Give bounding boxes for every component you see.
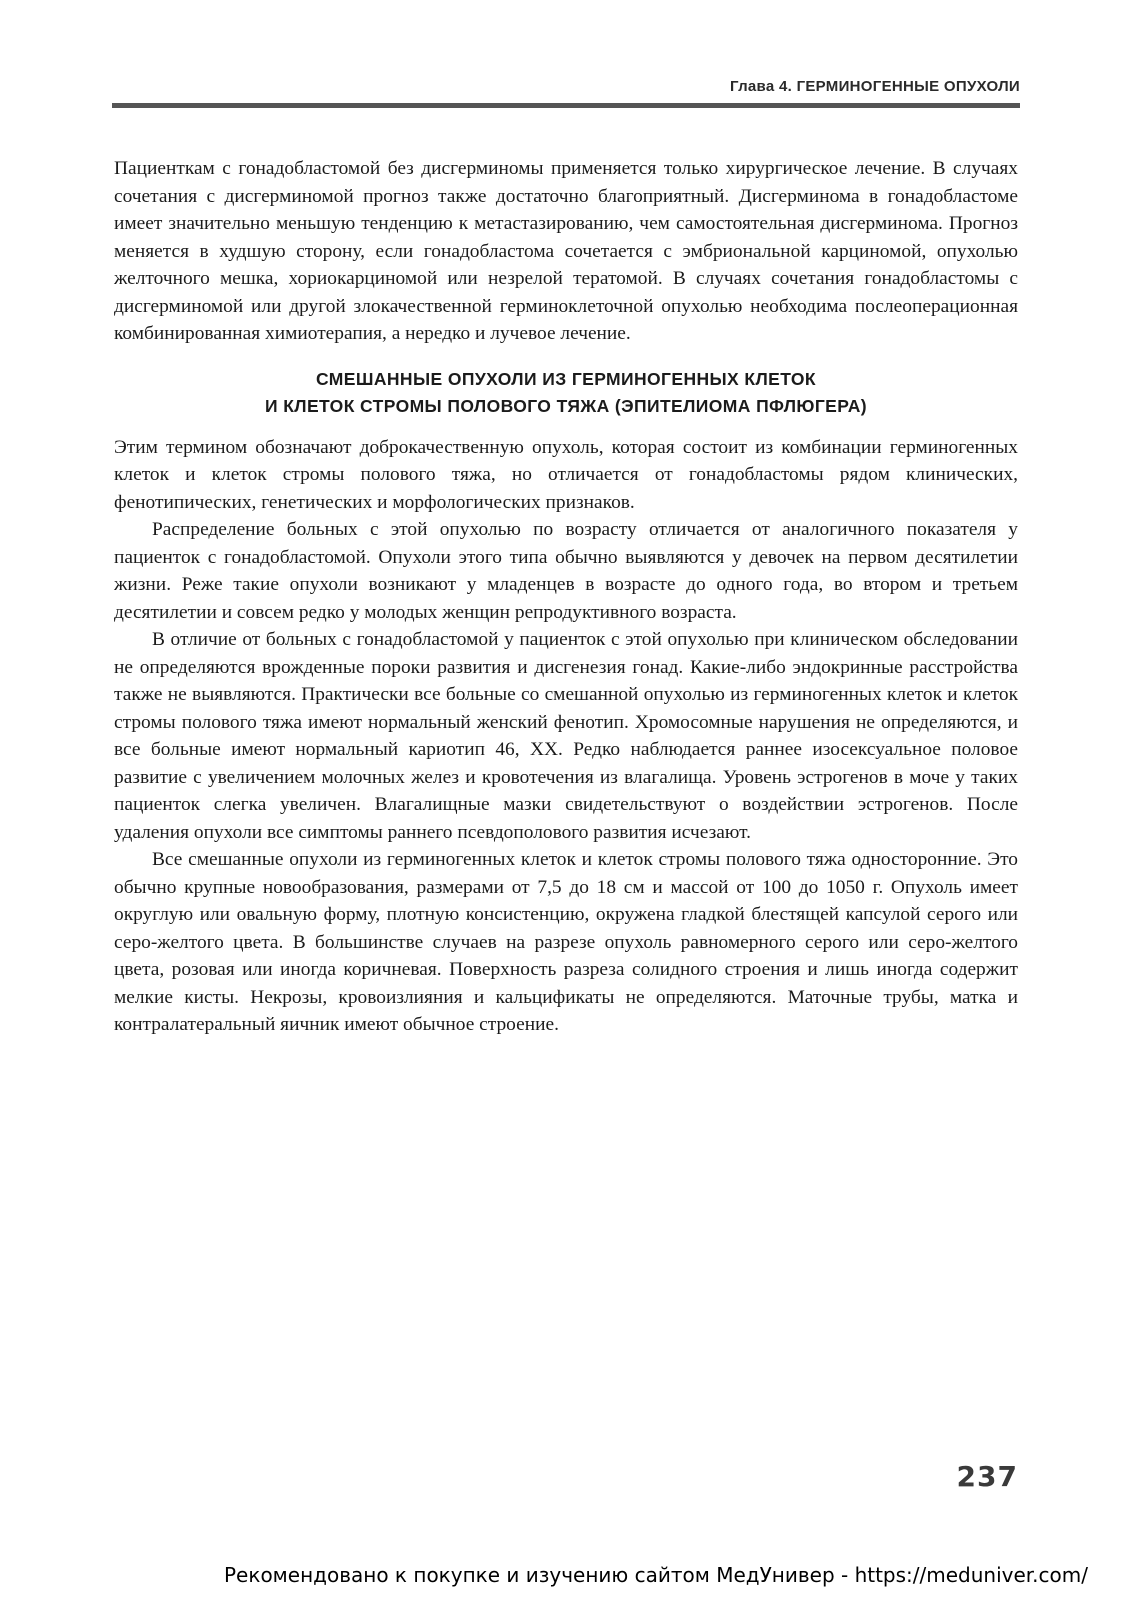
- page-body: [114, 155, 1018, 1039]
- section-heading: [114, 366, 1018, 420]
- header-rule: [112, 103, 1020, 108]
- page-number: 237: [956, 1460, 1018, 1493]
- section-heading-line-1: СМЕШАННЫЕ ОПУХОЛИ ИЗ ГЕРМИНОГЕННЫХ КЛЕТОК: [316, 368, 816, 389]
- section-heading-line-2: И КЛЕТОК СТРОМЫ ПОЛОВОГО ТЯЖА (ЭПИТЕЛИОМА ПФЛЮГЕРА): [264, 395, 868, 416]
- paragraph-clinical-features: В отличие от больных с гонадобластомой у пациенток с этой опухолью при клиническом обследовании не определяются врожденные пороки развития и дисгенезия гонад. Какие-либо эндокринные расстройства также не выявляются. Практически все больные со смешанной опухолью из герминогенных клеток и клеток стромы полового тяжа имеют нормальный женский фенотип. Хромосомные нарушения не определяются, и все больные имеют нормальный кариотип 46, XX. Редко наблюдается раннее изосексуальное половое развитие с увеличением молочных желез и кровотечения из влагалища. Уровень эстрогенов в моче у таких пациенток слегка увеличен. Влагалищные мазки свидетельствуют о воздействии эстрогенов. После удаления опухоли все симптомы раннего псевдополового развития исчезают.: [114, 629, 1018, 843]
- footer-link[interactable]: Рекомендовано к покупке и изучению сайтом МедУнивер - https://meduniver.com/: [224, 1563, 1088, 1587]
- paragraph-definition: Этим термином обозначают доброкачественную опухоль, которая состоит из комбинации герминогенных клеток и клеток стромы полового тяжа, но отличается от гонадобластомы рядом клинических, фенотипических, генетических и морфологических признаков.: [114, 436, 1018, 513]
- paragraph-morphology: Все смешанные опухоли из герминогенных клеток и клеток стромы полового тяжа односторонние. Это обычно крупные новообразования, размерами от 7,5 до 18 см и массой от 100 до 1050 г. Опухоль имеет округлую или овальную форму, плотную консистенцию, окружена гладкой блестящей капсулой серого или серо-желтого цвета. В большинстве случаев на разрезе опухоль равномерного серого или серо-желтого цвета, розовая или иногда коричневая. Поверхность разреза солидного строения и лишь иногда содержит мелкие кисты. Некрозы, кровоизлияния и кальцификаты не определяются. Маточные трубы, матка и контралатеральный яичник имеют обычное строение.: [114, 849, 1018, 1035]
- paragraph-age-distribution: Распределение больных с этой опухолью по возрасту отличается от аналогичного показателя у пациенток с гонадобластомой. Опухоли этого типа обычно выявляются у девочек на первом десятилетии жизни. Реже такие опухоли возникают у младенцев в возрасте до одного года, во втором и третьем десятилетии и совсем редко у молодых женщин репродуктивного возраста.: [114, 519, 1018, 623]
- running-head: Глава 4. ГЕРМИНОГЕННЫЕ ОПУХОЛИ: [730, 78, 1020, 95]
- paragraph-intro: Пациенткам с гонадобластомой без дисгерминомы применяется только хирургическое лечение. В случаях сочетания с дисгерминомой прогноз также достаточно благоприятный. Дисгерминома в гонадобластоме имеет значительно меньшую тенденцию к метастазированию, чем самостоятельная дисгерминома. Прогноз меняется в худшую сторону, если гонадобластома сочетается с эмбриональной карциномой, опухолью желточного мешка, хориокарциномой или незрелой тератомой. В случаях сочетания гонадобластомы с дисгерминомой или другой злокачественной герминоклеточной опухолью необходима послеоперационная комбинированная химиотерапия, а нередко и лучевое лечение.: [114, 158, 1018, 344]
